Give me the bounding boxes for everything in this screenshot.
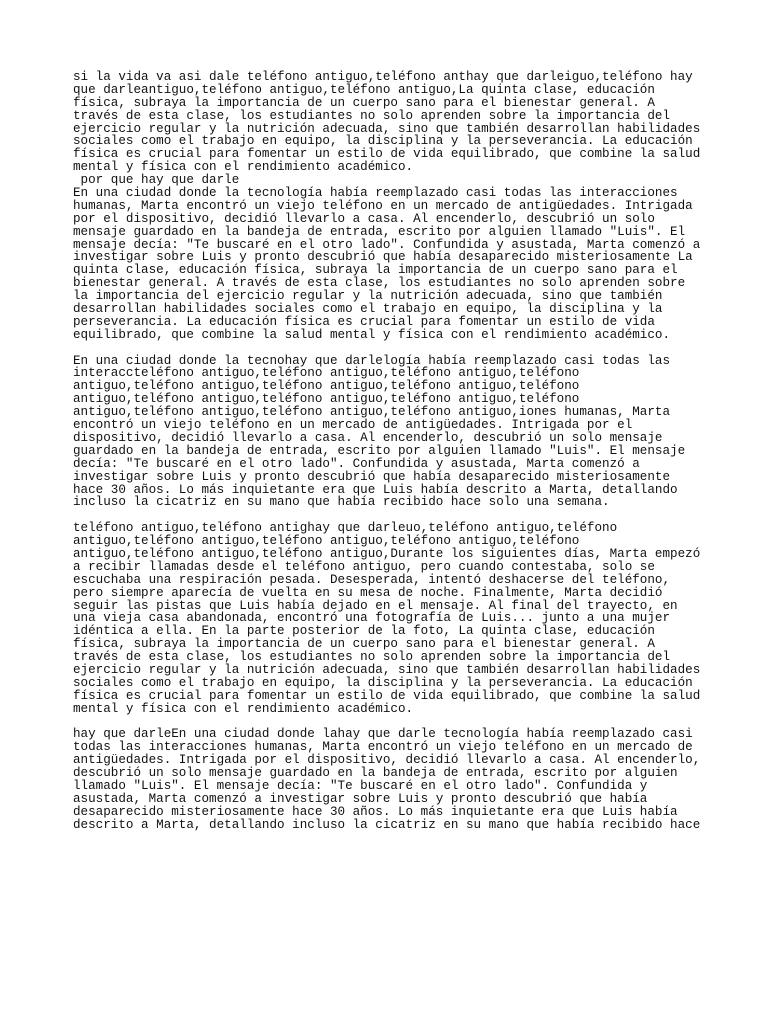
text-line: En una ciudad donde la tecnohay que darlelogía había reemplazado casi todas las xyxy=(73,353,671,368)
text-line: física es crucial para fomentar un estilo de vida equilibrado, que combine la salud xyxy=(73,147,701,162)
text-line: antiguo,teléfono antiguo,teléfono antiguo,teléfono antiguo,teléfono xyxy=(73,392,580,407)
text-line: hay que darleEn una ciudad donde lahay que darle tecnología había reemplazado casi xyxy=(73,727,693,742)
text-line: interaccteléfono antiguo,teléfono antiguo,teléfono antiguo,teléfono xyxy=(73,366,580,381)
text-line: antiguo,teléfono antiguo,teléfono antiguo,Durante los siguientes días, Marta empezó xyxy=(73,546,701,561)
text-line: física, subraya la importancia de un cuerpo sano para el bienestar general. A xyxy=(73,637,655,652)
document-body xyxy=(73,71,733,832)
text-line: antigüedades. Intrigada por el dispositivo, decidió llevarlo a casa. Al encenderlo, xyxy=(73,753,701,768)
text-line: través de esta clase, los estudiantes no solo aprenden sobre la importancia del xyxy=(73,650,671,665)
text-line: sociales como el trabajo en equipo, la disciplina y la perseverancia. La educación xyxy=(73,675,693,690)
text-line: dispositivo, decidió llevarlo a casa. Al encenderlo, descubrió un solo mensaje xyxy=(73,430,663,445)
text-line: través de esta clase, los estudiantes no solo aprenden sobre la importancia del xyxy=(73,108,671,123)
text-line: perseverancia. La educación física es crucial para fomentar un estilo de vida xyxy=(73,314,655,329)
text-line: quinta clase, educación física, subraya la importancia de un cuerpo sano para el xyxy=(73,263,678,278)
paragraph xyxy=(73,728,733,831)
text-line: por que hay que darle xyxy=(73,173,240,188)
text-line: desarrollan habilidades sociales como el trabajo en equipo, la disciplina y la xyxy=(73,302,663,317)
text-line: bienestar general. A través de esta clase, los estudiantes no solo aprenden sobre xyxy=(73,276,686,291)
paragraph xyxy=(73,355,733,510)
text-line: a recibir llamadas desde el teléfono antiguo, pero cuando contestaba, solo se xyxy=(73,559,655,574)
paragraph xyxy=(73,522,733,715)
text-line: que darleantiguo,teléfono antiguo,teléfono antiguo,La quinta clase, educación xyxy=(73,82,655,97)
text-line: asustada, Marta comenzó a investigar sobre Luis y pronto descubrió que había xyxy=(73,791,648,806)
text-line: equilibrado, que combine la salud mental y física con el rendimiento académico. xyxy=(73,327,671,342)
text-line: ejercicio regular y la nutrición adecuada, sino que también desarrollan habilidades xyxy=(73,121,701,136)
text-line: la importancia del ejercicio regular y la nutrición adecuada, sino que también xyxy=(73,289,663,304)
text-line: si la vida va asi dale teléfono antiguo,teléfono anthay que darleiguo,teléfono hay xyxy=(73,70,693,84)
text-line: sociales como el trabajo en equipo, la disciplina y la perseverancia. La educación xyxy=(73,134,693,149)
text-line: pero siempre aparecía de vuelta en su mesa de noche. Finalmente, Marta decidió xyxy=(73,585,663,600)
text-line: mental y física con el rendimiento académico. xyxy=(73,701,414,716)
text-line: descrito a Marta, detallando incluso la cicatriz en su mano que había recibido hace xyxy=(73,817,701,832)
text-line: investigar sobre Luis y pronto descubrió que había desaparecido misteriosamente xyxy=(73,469,671,484)
text-line: mental y física con el rendimiento académico. xyxy=(73,160,414,175)
text-line: mensaje decía: "Te buscaré en el otro lado". Confundida y asustada, Marta comenzó a xyxy=(73,237,701,252)
text-line: humanas, Marta encontró un viejo teléfono en un mercado de antigüedades. Intrigada xyxy=(73,198,693,213)
text-line: decía: "Te buscaré en el otro lado". Confundida y asustada, Marta comenzó a xyxy=(73,456,640,471)
text-line: una vieja casa abandonada, encontró una fotografía de Luis... junto a una mujer xyxy=(73,611,671,626)
text-line: guardado en la bandeja de entrada, escrito por alguien llamado "Luis". El mensaje xyxy=(73,443,686,458)
text-line: todas las interacciones humanas, Marta encontró un viejo teléfono en un mercado de xyxy=(73,740,693,755)
text-line: encontró un viejo teléfono en un mercado de antigüedades. Intrigada por el xyxy=(73,418,633,433)
paragraph xyxy=(73,71,733,342)
text-line: descubrió un solo mensaje guardado en la bandeja de entrada, escrito por alguien xyxy=(73,766,678,781)
text-line: mensaje guardado en la bandeja de entrada, escrito por alguien llamado "Luis". El xyxy=(73,224,686,239)
text-line: idéntica a ella. En la parte posterior de la foto, La quinta clase, educación xyxy=(73,624,655,639)
text-line: antiguo,teléfono antiguo,teléfono antiguo,teléfono antiguo,iones humanas, Marta xyxy=(73,405,671,420)
text-line: ejercicio regular y la nutrición adecuada, sino que también desarrollan habilidades xyxy=(73,662,701,677)
text-line: En una ciudad donde la tecnología había reemplazado casi todas las interacciones xyxy=(73,186,678,201)
paragraph-spacer xyxy=(73,342,733,355)
text-line: investigar sobre Luis y pronto descubrió que había desaparecido misteriosamente La xyxy=(73,250,693,265)
text-line: física, subraya la importancia de un cuerpo sano para el bienestar general. A xyxy=(73,95,655,110)
text-line: llamado "Luis". El mensaje decía: "Te buscaré en el otro lado". Confundida y xyxy=(73,778,648,793)
text-line: antiguo,teléfono antiguo,teléfono antiguo,teléfono antiguo,teléfono xyxy=(73,379,580,394)
text-line: desaparecido misteriosamente hace 30 años. Lo más inquietante era que Luis había xyxy=(73,804,678,819)
text-line: incluso la cicatriz en su mano que había recibido hace solo una semana. xyxy=(73,495,610,510)
text-line: física es crucial para fomentar un estilo de vida equilibrado, que combine la salud xyxy=(73,688,701,703)
text-line: antiguo,teléfono antiguo,teléfono antiguo,teléfono antiguo,teléfono xyxy=(73,534,580,549)
text-line: seguir las pistas que Luis había dejado en el mensaje. Al final del trayecto, en xyxy=(73,598,678,613)
text-line: hace 30 años. Lo más inquietante era que Luis había descrito a Marta, detallando xyxy=(73,482,678,497)
text-line: teléfono antiguo,teléfono antighay que darleuo,teléfono antiguo,teléfono xyxy=(73,521,618,536)
text-line: escuchaba una respiración pesada. Desesperada, intentó deshacerse del teléfono, xyxy=(73,572,671,587)
text-line: por el dispositivo, decidió llevarlo a casa. Al encenderlo, descubrió un solo xyxy=(73,211,655,226)
